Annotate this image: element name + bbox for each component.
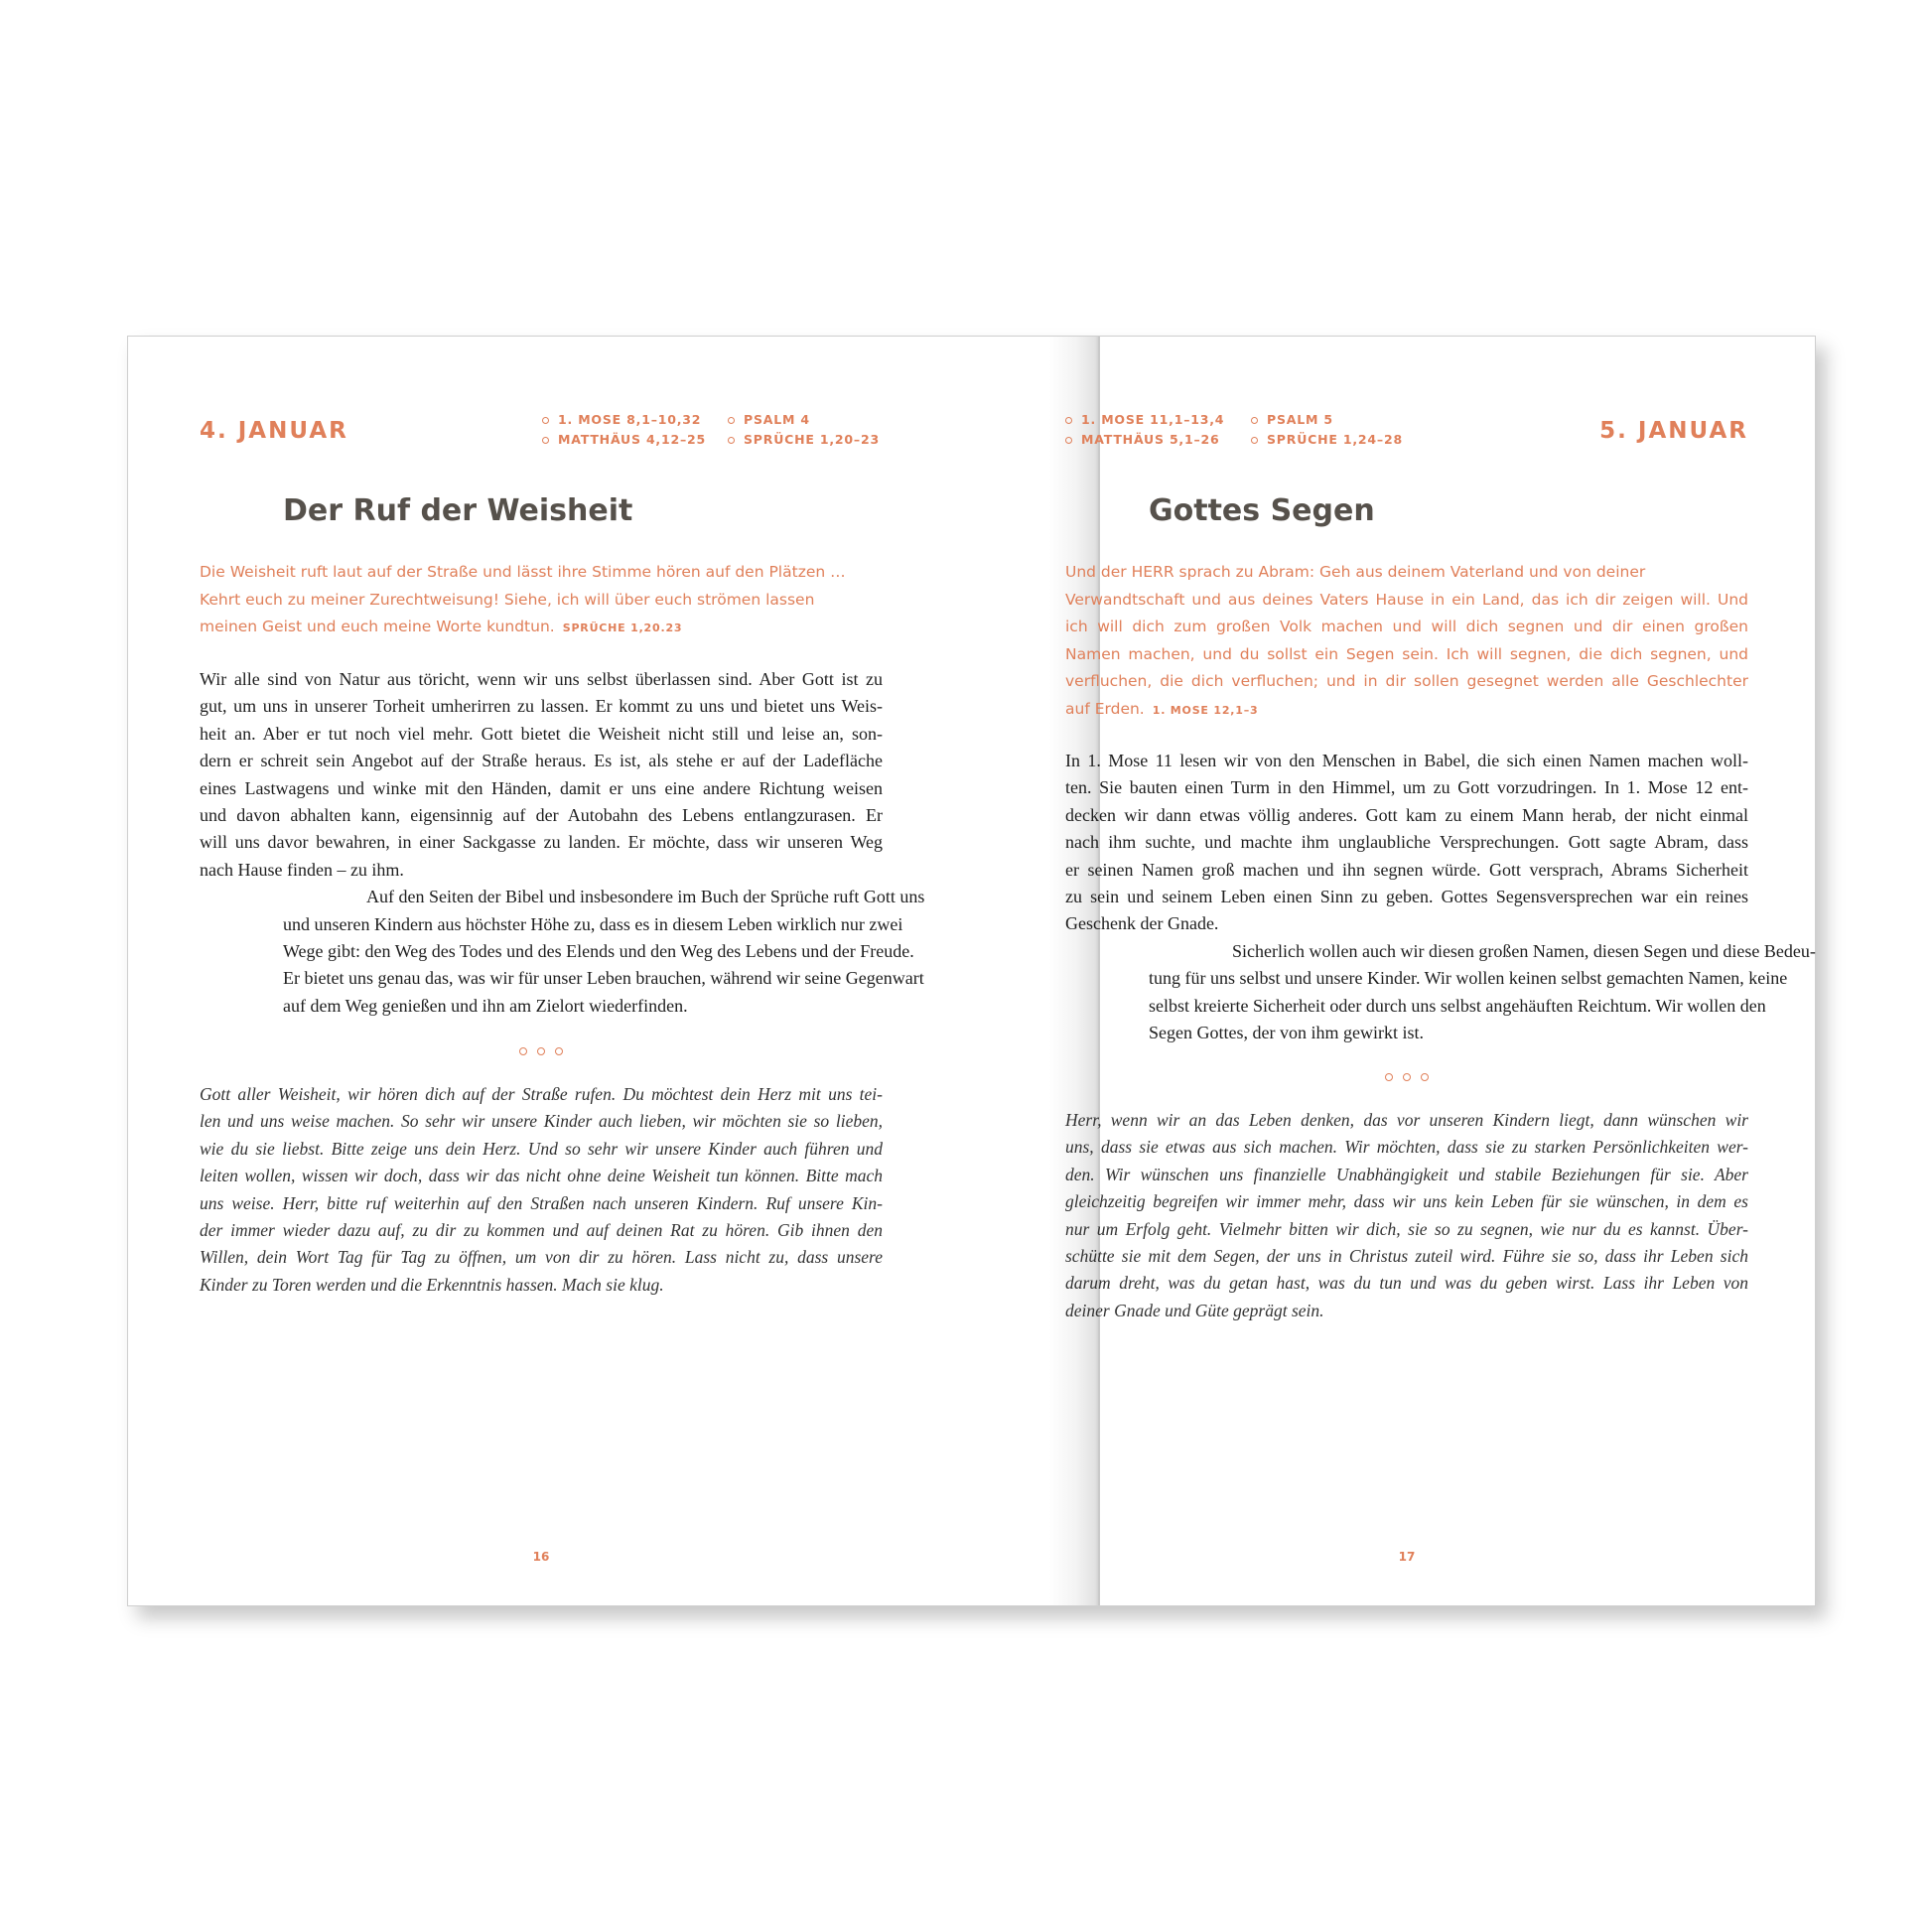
body-paragraph: Sicherlich wollen auch wir diesen großen Namen, diesen Segen und diese Bedeu- tung für uns selbst und unsere Kinder. Wir wollen keinen selbst gemachten Namen, keine selbst kreierte Sicherheit oder durch uns selbst angehäuften Reichtum. Wir wollen den Segen Gottes, der von ihm gewirkt ist. (1149, 940, 1816, 1043)
devotion-title: Der Ruf der Weisheit (283, 493, 633, 528)
section-divider (200, 1047, 883, 1055)
left-page (200, 337, 925, 1605)
devotion-title: Gottes Segen (1149, 493, 1375, 528)
divider-dot-icon (555, 1047, 563, 1055)
page-date: 4. JANUAR (200, 418, 348, 444)
divider-dot-icon (537, 1047, 545, 1055)
circle-bullet-icon (728, 437, 735, 444)
book-spread (127, 336, 1816, 1606)
scripture-verse: Die Weisheit ruft laut auf der Straße und lässt ihre Stimme hören auf den Plätzen … Kehrt euch zu meiner Zurechtweisung! Siehe, ich will über euch strömen lassen meinen Geist und euch meine Worte kundtun. SPRÜCHE 1,20.23 (200, 563, 846, 635)
circle-bullet-icon (1065, 437, 1072, 444)
divider-dot-icon (1385, 1073, 1393, 1081)
right-page (1065, 337, 1816, 1605)
body-paragraph: Wir alle sind von Natur aus töricht, wenn wir uns selbst überlassen sind. Aber Gott ist zu gut, um uns in unserer Torheit umherirren zu lassen. Er kommt zu uns und bietet uns Weis- heit an. Aber er tut noch viel mehr. Gott bietet die Weisheit nicht still und leise an, son- dern er schreit sein Angebot auf der Straße heraus. Es ist, als stehe er auf der Ladefläche eines Lastwagens und winke mit den Händen, damit er uns eine andere Richtung weisen und davon abhalten kann, eigensinnig auf der Autobahn des Lebens entlangzurasen. Er will uns davor bewahren, in einer Sackgasse zu landen. Er möchte, dass wir unseren Weg nach Hause finden – zu ihm. (200, 669, 883, 880)
devotion-body (200, 666, 925, 1020)
circle-bullet-icon (1251, 437, 1258, 444)
scripture-verse: Und der HERR sprach zu Abram: Geh aus deinem Vaterland und von deiner Verwandtschaft und aus deines Vaters Hause in ein Land, das ich dir zeigen will. Und ich will dich zum großen Volk machen und will dich segnen und dir einen großen Namen machen, und du sollst ein Segen sein. Ich will segnen, die dich segnen, und verfluchen, die dich verfluchen; und in dir sollen gesegnet werden alle Geschlechter auf Erden. 1. MOSE 12,1–3 (1065, 563, 1748, 718)
section-divider (1065, 1073, 1748, 1081)
circle-bullet-icon (728, 417, 735, 424)
body-paragraph: Auf den Seiten der Bibel und insbesondere im Buch der Sprüche ruft Gott uns und unseren Kindern aus höchster Höhe zu, dass es in diesem Leben wirklich nur zwei Wege gibt: den Weg des Todes und des Elends und den Weg des Lebens und der Freude. Er bietet uns genau das, was wir für unser Leben brauchen, während wir seine Gegenwart auf dem Weg genießen und ihn am Zielort wiederfinden. (283, 887, 925, 1016)
reading-item: 1. MOSE 8,1–10,32 (542, 410, 701, 430)
reading-item: SPRÜCHE 1,20–23 (728, 430, 880, 450)
divider-dot-icon (1421, 1073, 1429, 1081)
circle-bullet-icon (542, 437, 549, 444)
page-number: 17 (1398, 1550, 1416, 1564)
page-date: 5. JANUAR (1599, 418, 1748, 444)
body-paragraph: In 1. Mose 11 lesen wir von den Menschen in Babel, die sich einen Namen machen woll- ten. Sie bauten einen Turm in den Himmel, um zu Gott vorzudringen. In 1. Mose 12 ent- decken wir dann etwas völlig anderes. Gott kam zu einem Mann herab, der nicht einmal nach ihm suchte, und machte ihm unglaubliche Versprechungen. Gott sagte Abram, dass er seinen Namen groß machen und ihn segnen würde. Gott versprach, Abrams Sicherheit zu sein und seinem Leben einen Sinn zu geben. Gottes Segensversprechen war ein reines Geschenk der Gnade. (1065, 751, 1748, 934)
verse-reference: 1. MOSE 12,1–3 (1152, 703, 1259, 717)
reading-item: PSALM 4 (728, 410, 810, 430)
prayer-text: Herr, wenn wir an das Leben denken, das vor unseren Kindern liegt, dann wünschen wir uns, dass sie etwas aus sich machen. Wir möchten, dass sie zu starken Persönlichkeiten wer- den. Wir wünschen uns finanzielle Unabhängigkeit und stabile Beziehungen für sie. Aber gleichzeitig begreifen wir immer mehr, dass wir uns kein Leben für sie wünschen, in dem es nur um Erfolg geht. Vielmehr bitten wir dich, sie so zu segnen, wie nur du es kannst. Über- schütte sie mit dem Segen, der uns in Christus zuteil wird. Führe sie so, dass ihr Leben sich darum dreht, was du getan hast, was du tun und was du geben wirst. Lass ihr Leben von deiner Gnade und Güte geprägt sein. (1065, 1110, 1748, 1320)
divider-dot-icon (519, 1047, 527, 1055)
circle-bullet-icon (1251, 417, 1258, 424)
reading-item: MATTHÄUS 4,12–25 (542, 430, 706, 450)
devotion-body (1065, 748, 1816, 1046)
reading-item: MATTHÄUS 5,1–26 (1065, 430, 1220, 450)
reading-item: 1. MOSE 11,1–13,4 (1065, 410, 1224, 430)
reading-item: PSALM 5 (1251, 410, 1333, 430)
prayer-text: Gott aller Weisheit, wir hören dich auf der Straße rufen. Du möchtest dein Herz mit uns tei- len und uns weise machen. So sehr wir unsere Kinder auch lieben, wir möchten sie so lieben, wie du sie liebst. Bitte zeige uns dein Herz. Und so sehr wir unsere Kinder auch führen und leiten wollen, wissen wir doch, dass wir das nicht ohne deine Weisheit tun können. Bitte mach uns weise. Herr, bitte ruf weiterhin auf den Straßen nach unseren Kindern. Ruf unsere Kin- der immer wieder dazu auf, zu dir zu kommen und auf deinen Rat zu hören. Gib ihnen den Willen, dein Wort Tag für Tag zu öffnen, um von dir zu hören. Lass nicht zu, dass unsere Kinder zu Toren werden und die Erkenntnis hassen. Mach sie klug. (200, 1084, 883, 1295)
circle-bullet-icon (542, 417, 549, 424)
page-number: 16 (532, 1550, 550, 1564)
verse-reference: SPRÜCHE 1,20.23 (562, 621, 683, 634)
reading-item: SPRÜCHE 1,24–28 (1251, 430, 1403, 450)
divider-dot-icon (1403, 1073, 1411, 1081)
circle-bullet-icon (1065, 417, 1072, 424)
